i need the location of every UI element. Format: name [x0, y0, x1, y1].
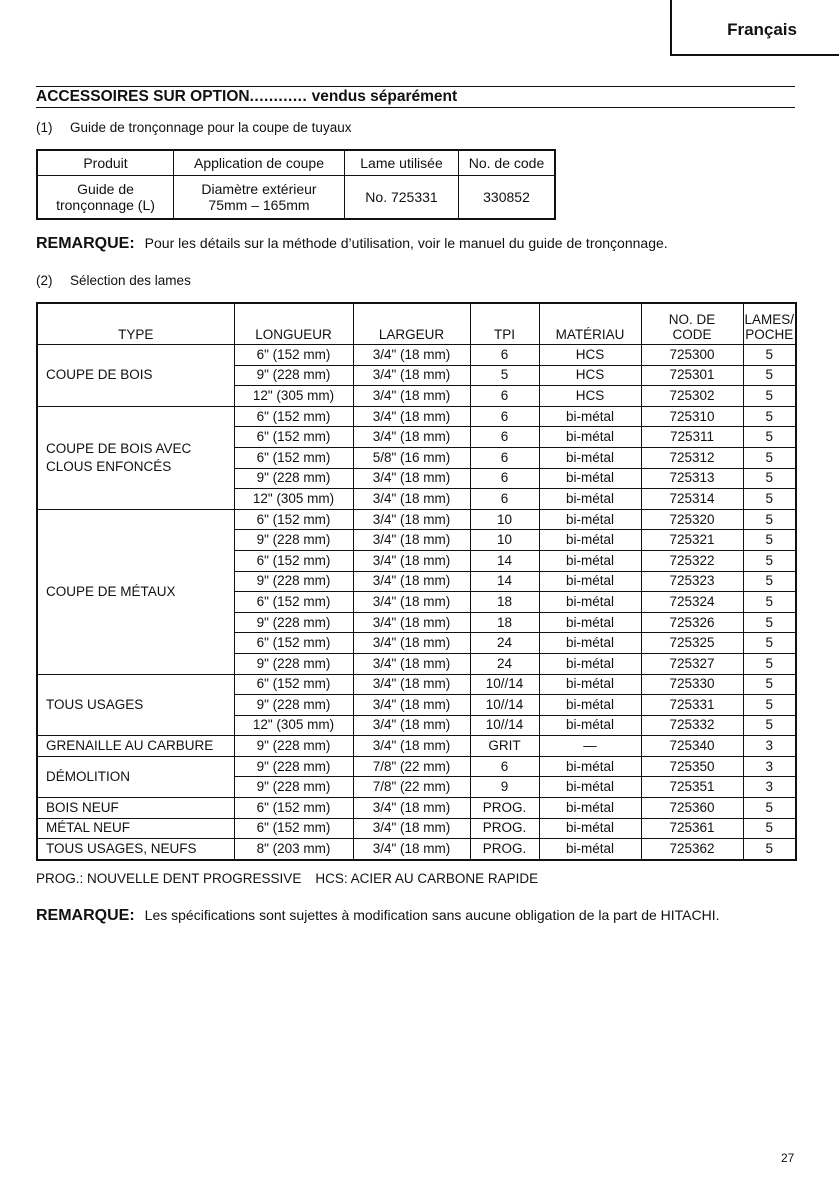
table-row: [37, 839, 796, 860]
cell-type: [37, 818, 234, 839]
cell-type: [37, 839, 234, 860]
table-row: [37, 756, 796, 777]
cell-lames: 5: [743, 447, 796, 468]
remarque-2-label: REMARQUE:: [36, 907, 135, 924]
cell-type: [37, 406, 234, 509]
table-row: [37, 176, 555, 220]
cell-materiau: bi-métal: [539, 550, 641, 571]
col-header-code-line1: NO. DE: [668, 312, 716, 327]
cell-type-line2: CLOUS ENFONCÉS: [46, 458, 172, 474]
cell-materiau: bi-métal: [539, 777, 641, 798]
col-header-application: Application de coupe: [174, 150, 345, 176]
cell-longueur: 6" (152 mm): [234, 818, 353, 839]
cell-tpi: 24: [470, 633, 539, 654]
cell-code: 725362: [641, 839, 743, 860]
col-header-code: No. de code: [459, 150, 556, 176]
cell-application-line1: Diamètre extérieur: [201, 181, 317, 197]
blade-selection-table: [36, 302, 797, 861]
cell-materiau: bi-métal: [539, 818, 641, 839]
cell-longueur: 6" (152 mm): [234, 509, 353, 530]
cell-code: 725330: [641, 674, 743, 695]
cell-largeur: 3/4" (18 mm): [353, 653, 470, 674]
cell-tpi: 14: [470, 571, 539, 592]
cell-largeur: 7/8" (22 mm): [353, 756, 470, 777]
cell-longueur: 6" (152 mm): [234, 674, 353, 695]
section-title: ACCESSOIRES SUR OPTION: [36, 88, 250, 105]
cell-largeur: 3/4" (18 mm): [353, 674, 470, 695]
remarque-2-text: Les spécifications sont sujettes à modification sans aucune obligation de la part de HITACHI.: [144, 907, 720, 923]
cell-tpi: 10//14: [470, 674, 539, 695]
legend-hcs: HCS: ACIER AU CARBONE RAPIDE: [315, 871, 539, 886]
cell-code: 725300: [641, 345, 743, 366]
cell-type-line1: TOUS USAGES, NEUFS: [46, 841, 197, 857]
cell-tpi: PROG.: [470, 798, 539, 819]
cell-type: [37, 674, 234, 736]
item-2-number: (2): [36, 273, 53, 288]
cell-tpi: PROG.: [470, 818, 539, 839]
cell-lames: 5: [743, 674, 796, 695]
cell-materiau: HCS: [539, 386, 641, 407]
cell-lames: 3: [743, 736, 796, 757]
col-header-materiau: MATÉRIAU: [539, 303, 641, 345]
col-header-lames: [743, 303, 796, 345]
cell-longueur: 6" (152 mm): [234, 427, 353, 448]
cell-code: 725310: [641, 406, 743, 427]
cell-lames: 5: [743, 695, 796, 716]
cell-lames: 5: [743, 571, 796, 592]
cell-materiau: bi-métal: [539, 489, 641, 510]
cell-materiau: bi-métal: [539, 406, 641, 427]
cell-code: 725331: [641, 695, 743, 716]
cell-materiau: bi-métal: [539, 633, 641, 654]
cell-produit-line2: tronçonnage (L): [56, 197, 155, 213]
cell-largeur: 3/4" (18 mm): [353, 427, 470, 448]
cell-largeur: 3/4" (18 mm): [353, 633, 470, 654]
cell-tpi: 5: [470, 365, 539, 386]
page-number: 27: [781, 1151, 795, 1165]
cell-materiau: —: [539, 736, 641, 757]
col-header-lame: Lame utilisée: [345, 150, 459, 176]
cell-longueur: 6" (152 mm): [234, 550, 353, 571]
language-tab: [670, 0, 839, 56]
cell-longueur: 9" (228 mm): [234, 695, 353, 716]
cell-tpi: 10: [470, 530, 539, 551]
cell-longueur: 9" (228 mm): [234, 756, 353, 777]
cell-largeur: 3/4" (18 mm): [353, 468, 470, 489]
cell-lames: 3: [743, 756, 796, 777]
col-header-code: [641, 303, 743, 345]
item-1-number: (1): [36, 120, 53, 135]
cell-type: [37, 509, 234, 674]
table-row: [37, 406, 796, 427]
cell-largeur: 3/4" (18 mm): [353, 695, 470, 716]
cell-longueur: 12" (305 mm): [234, 489, 353, 510]
cell-tpi: 9: [470, 777, 539, 798]
cell-tpi: 6: [470, 447, 539, 468]
cell-longueur: 6" (152 mm): [234, 798, 353, 819]
cell-materiau: bi-métal: [539, 674, 641, 695]
table-row: [37, 798, 796, 819]
cell-materiau: bi-métal: [539, 839, 641, 860]
cell-type-line1: TOUS USAGES: [46, 696, 144, 712]
cell-largeur: 3/4" (18 mm): [353, 489, 470, 510]
cell-longueur: 12" (305 mm): [234, 715, 353, 736]
cell-code: 725322: [641, 550, 743, 571]
cell-longueur: 6" (152 mm): [234, 592, 353, 613]
cell-tpi: 6: [470, 489, 539, 510]
cell-code: 725320: [641, 509, 743, 530]
blade-table-body: [37, 345, 796, 860]
cell-code: 725321: [641, 530, 743, 551]
col-header-type: TYPE: [37, 303, 234, 345]
cell-longueur: 6" (152 mm): [234, 633, 353, 654]
cell-produit: [37, 176, 174, 220]
cell-materiau: bi-métal: [539, 427, 641, 448]
cell-largeur: 3/4" (18 mm): [353, 509, 470, 530]
cell-longueur: 8" (203 mm): [234, 839, 353, 860]
cell-code: 725324: [641, 592, 743, 613]
cell-tpi: 6: [470, 468, 539, 489]
cell-materiau: bi-métal: [539, 592, 641, 613]
cell-type: [37, 798, 234, 819]
cell-type-line1: COUPE DE BOIS: [46, 367, 153, 383]
cell-tpi: 14: [470, 550, 539, 571]
remarque-1: [36, 235, 668, 253]
cell-code: 725332: [641, 715, 743, 736]
cell-largeur: 3/4" (18 mm): [353, 612, 470, 633]
cell-lames: 5: [743, 715, 796, 736]
cell-application-line2: 75mm – 165mm: [208, 197, 310, 213]
cell-type-line1: COUPE DE BOIS AVEC: [46, 440, 192, 456]
cell-tpi: 10: [470, 509, 539, 530]
cell-tpi: PROG.: [470, 839, 539, 860]
cell-type: [37, 756, 234, 797]
cell-type-line1: COUPE DE MÉTAUX: [46, 583, 176, 599]
cell-code: 725311: [641, 427, 743, 448]
cell-code: 725326: [641, 612, 743, 633]
cell-lames: 5: [743, 530, 796, 551]
item-1: [36, 120, 351, 135]
cell-materiau: bi-métal: [539, 756, 641, 777]
cell-longueur: 12" (305 mm): [234, 386, 353, 407]
cell-tpi: 24: [470, 653, 539, 674]
cell-largeur: 3/4" (18 mm): [353, 571, 470, 592]
cell-type-line1: DÉMOLITION: [46, 768, 131, 784]
cell-lames: 5: [743, 633, 796, 654]
col-header-tpi: TPI: [470, 303, 539, 345]
cell-largeur: 3/4" (18 mm): [353, 839, 470, 860]
cell-materiau: bi-métal: [539, 468, 641, 489]
cell-type: [37, 736, 234, 757]
cell-largeur: 3/4" (18 mm): [353, 736, 470, 757]
cell-materiau: bi-métal: [539, 571, 641, 592]
remarque-1-label: REMARQUE:: [36, 235, 135, 252]
section-subtitle: vendus séparément: [311, 88, 458, 105]
cell-largeur: 3/4" (18 mm): [353, 818, 470, 839]
cell-longueur: 9" (228 mm): [234, 571, 353, 592]
cell-longueur: 9" (228 mm): [234, 777, 353, 798]
cell-type: [37, 345, 234, 407]
cell-materiau: bi-métal: [539, 695, 641, 716]
cell-largeur: 3/4" (18 mm): [353, 365, 470, 386]
cell-lames: 5: [743, 592, 796, 613]
col-header-code-line2: CODE: [672, 327, 712, 342]
table-row: [37, 509, 796, 530]
col-header-longueur: LONGUEUR: [234, 303, 353, 345]
cell-code: 725313: [641, 468, 743, 489]
cell-lames: 5: [743, 468, 796, 489]
col-header-produit: Produit: [37, 150, 174, 176]
cell-lames: 5: [743, 406, 796, 427]
cell-lames: 5: [743, 612, 796, 633]
cell-longueur: 9" (228 mm): [234, 736, 353, 757]
cell-materiau: HCS: [539, 345, 641, 366]
cell-tpi: 18: [470, 592, 539, 613]
cell-tpi: 6: [470, 756, 539, 777]
item-1-text: Guide de tronçonnage pour la coupe de tuyaux: [70, 120, 352, 135]
col-header-largeur: LARGEUR: [353, 303, 470, 345]
cell-type-line1: MÉTAL NEUF: [46, 820, 131, 836]
col-header-lames-line2: POCHE: [745, 327, 794, 342]
cell-tpi: 10//14: [470, 715, 539, 736]
cell-lames: 5: [743, 798, 796, 819]
cell-code: 725350: [641, 756, 743, 777]
cell-type-line1: BOIS NEUF: [46, 799, 119, 815]
cell-application: [174, 176, 345, 220]
cell-code: 725302: [641, 386, 743, 407]
cell-lames: 5: [743, 345, 796, 366]
cell-code: 330852: [459, 176, 556, 220]
cell-lame: No. 725331: [345, 176, 459, 220]
table-header-row: [37, 303, 796, 345]
table-row: [37, 345, 796, 366]
cell-largeur: 3/4" (18 mm): [353, 550, 470, 571]
cell-code: 725325: [641, 633, 743, 654]
item-2: [36, 273, 191, 288]
cell-largeur: 7/8" (22 mm): [353, 777, 470, 798]
cell-lames: 5: [743, 839, 796, 860]
cell-lames: 5: [743, 653, 796, 674]
cutting-guide-table: [36, 149, 556, 220]
cell-longueur: 6" (152 mm): [234, 447, 353, 468]
item-2-text: Sélection des lames: [70, 273, 191, 288]
cell-code: 725301: [641, 365, 743, 386]
cell-largeur: 3/4" (18 mm): [353, 406, 470, 427]
col-header-lames-line1: LAMES/: [744, 312, 795, 327]
cell-largeur: 5/8" (16 mm): [353, 447, 470, 468]
cell-tpi: 6: [470, 427, 539, 448]
cell-tpi: 18: [470, 612, 539, 633]
cell-lames: 5: [743, 386, 796, 407]
cell-materiau: bi-métal: [539, 798, 641, 819]
language-label: Français: [727, 20, 797, 39]
cell-code: 725340: [641, 736, 743, 757]
cell-longueur: 9" (228 mm): [234, 612, 353, 633]
cell-longueur: 9" (228 mm): [234, 468, 353, 489]
cell-longueur: 9" (228 mm): [234, 653, 353, 674]
cell-longueur: 6" (152 mm): [234, 345, 353, 366]
cell-materiau: bi-métal: [539, 530, 641, 551]
cell-lames: 5: [743, 818, 796, 839]
section-heading: [36, 86, 795, 108]
abbreviation-legend: [36, 871, 538, 886]
cell-largeur: 3/4" (18 mm): [353, 592, 470, 613]
cell-largeur: 3/4" (18 mm): [353, 798, 470, 819]
cell-code: 725314: [641, 489, 743, 510]
legend-prog: PROG.: NOUVELLE DENT PROGRESSIVE: [36, 871, 302, 886]
cell-code: 725327: [641, 653, 743, 674]
cell-lames: 5: [743, 489, 796, 510]
cell-materiau: bi-métal: [539, 447, 641, 468]
cell-tpi: 6: [470, 386, 539, 407]
cell-longueur: 9" (228 mm): [234, 530, 353, 551]
cell-materiau: bi-métal: [539, 612, 641, 633]
cell-lames: 5: [743, 365, 796, 386]
cell-code: 725360: [641, 798, 743, 819]
cell-longueur: 9" (228 mm): [234, 365, 353, 386]
cell-materiau: bi-métal: [539, 715, 641, 736]
table-header-row: [37, 150, 555, 176]
cell-lames: 5: [743, 427, 796, 448]
cell-produit-line1: Guide de: [77, 181, 134, 197]
cell-largeur: 3/4" (18 mm): [353, 715, 470, 736]
cell-lames: 5: [743, 509, 796, 530]
cell-largeur: 3/4" (18 mm): [353, 530, 470, 551]
cell-tpi: 6: [470, 345, 539, 366]
cell-code: 725323: [641, 571, 743, 592]
cell-materiau: HCS: [539, 365, 641, 386]
cell-materiau: bi-métal: [539, 653, 641, 674]
cell-code: 725361: [641, 818, 743, 839]
cell-type-line1: GRENAILLE AU CARBURE: [46, 738, 214, 754]
cell-code: 725312: [641, 447, 743, 468]
cell-lames: 5: [743, 550, 796, 571]
table-row: [37, 674, 796, 695]
remarque-1-text: Pour les détails sur la méthode d’utilisation, voir le manuel du guide de tronçonnage.: [144, 235, 668, 251]
section-title-dots: ............: [249, 88, 308, 105]
cell-tpi: 6: [470, 406, 539, 427]
cell-largeur: 3/4" (18 mm): [353, 386, 470, 407]
remarque-2: [36, 907, 720, 925]
cell-tpi: GRIT: [470, 736, 539, 757]
cell-lames: 3: [743, 777, 796, 798]
cell-longueur: 6" (152 mm): [234, 406, 353, 427]
cell-largeur: 3/4" (18 mm): [353, 345, 470, 366]
cell-code: 725351: [641, 777, 743, 798]
table-row: [37, 818, 796, 839]
cell-materiau: bi-métal: [539, 509, 641, 530]
table-row: [37, 736, 796, 757]
cell-tpi: 10//14: [470, 695, 539, 716]
